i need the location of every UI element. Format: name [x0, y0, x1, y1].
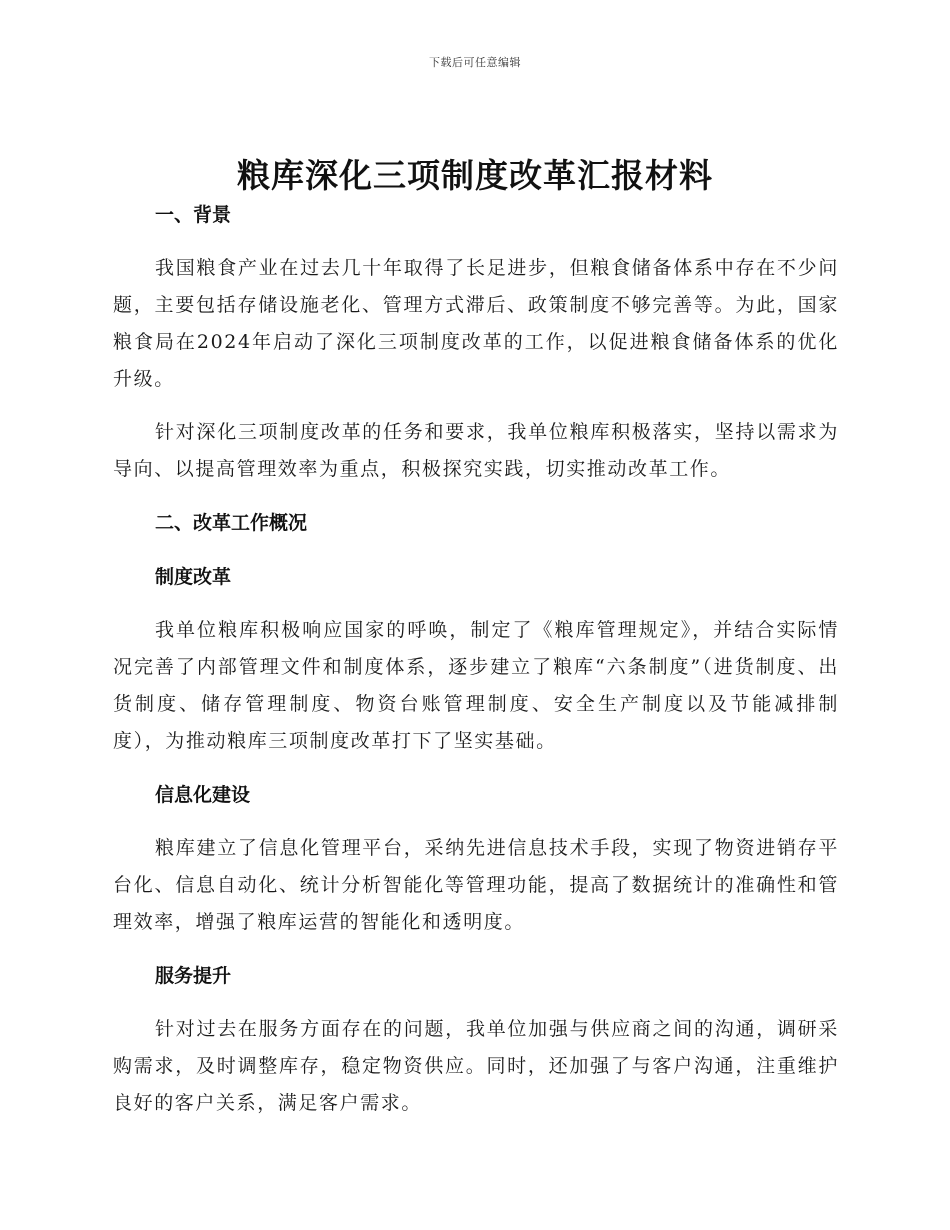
section-heading-overview: 二、改革工作概况	[155, 512, 308, 534]
section-heading-background: 一、背景	[155, 204, 232, 226]
background-paragraph-2: 针对深化三项制度改革的任务和要求，我单位粮库积极落实，坚持以需求为导向、以提高管理效率为重点，积极探究实践，切实推动改革工作。	[113, 421, 839, 480]
subheading-informatization: 信息化建设	[155, 784, 251, 806]
subheading-service-improvement: 服务提升	[155, 965, 232, 987]
informatization-paragraph: 粮库建立了信息化管理平台，采纳先进信息技术手段，实现了物资进销存平台化、信息自动化、统计分析智能化等管理功能，提高了数据统计的准确性和管理效率，增强了粮库运营的智能化和透明度。	[113, 837, 839, 933]
system-reform-paragraph: 我单位粮库积极响应国家的呼唤，制定了《粮库管理规定》，并结合实际情况完善了内部管理文件和制度体系，逐步建立了粮库“六条制度”（进货制度、出货制度、储存管理制度、物资台账管理制度、安全生产制度以及节能减排制度），为推动粮库三项制度改革打下了坚实基础。	[113, 619, 839, 752]
background-paragraph-1: 我国粮食产业在过去几十年取得了长足进步，但粮食储备体系中存在不少问题，主要包括存储设施老化、管理方式滞后、政策制度不够完善等。为此，国家粮食局在2024年启动了深化三项制度改革的工作，以促进粮食储备体系的优化升级。	[113, 257, 839, 390]
document-body	[113, 200, 839, 1122]
header-note: 下载后可任意编辑	[429, 56, 521, 69]
document-title: 粮库深化三项制度改革汇报材料	[237, 156, 713, 195]
service-improvement-paragraph: 针对过去在服务方面存在的问题，我单位加强与供应商之间的沟通，调研采购需求，及时调整库存，稳定物资供应。同时，还加强了与客户沟通，注重维护良好的客户关系，满足客户需求。	[113, 1018, 839, 1114]
subheading-system-reform: 制度改革	[155, 566, 232, 588]
